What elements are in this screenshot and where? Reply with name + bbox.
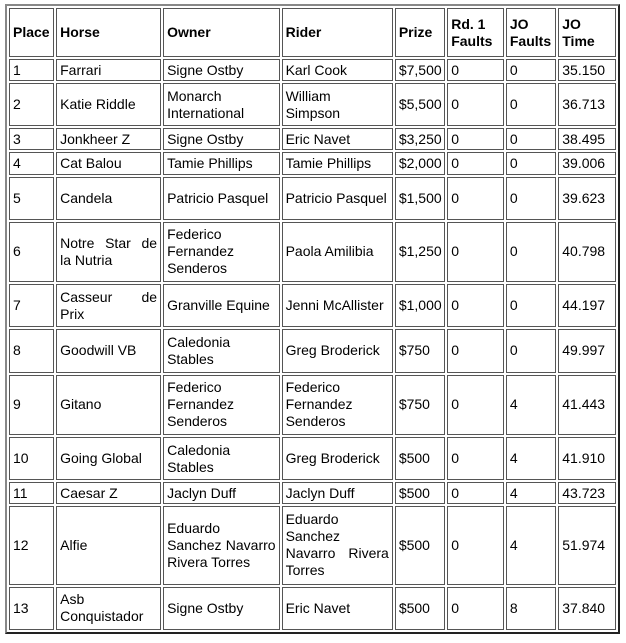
cell-rider: Eduardo Sanchez Navarro Rivera Torres xyxy=(282,506,393,584)
cell-place: 6 xyxy=(9,222,54,282)
cell-horse: Gitano xyxy=(56,375,161,435)
col-header-prize: Prize xyxy=(395,8,445,57)
cell-jo-time: 37.840 xyxy=(558,587,616,630)
cell-place: 1 xyxy=(9,59,54,81)
cell-place: 9 xyxy=(9,375,54,435)
cell-jo-faults: 4 xyxy=(506,506,556,584)
results-table xyxy=(5,4,620,634)
col-header-rider: Rider xyxy=(282,8,393,57)
table-row xyxy=(9,152,616,174)
table-row xyxy=(9,329,616,372)
cell-prize: $750 xyxy=(395,375,445,435)
cell-rider: William Simpson xyxy=(282,83,393,126)
cell-prize: $500 xyxy=(395,482,445,504)
cell-owner: Jaclyn Duff xyxy=(163,482,280,504)
cell-rider: Karl Cook xyxy=(282,59,393,81)
cell-prize: $500 xyxy=(395,506,445,584)
cell-horse: Asb Conquistador xyxy=(56,587,161,630)
table-row xyxy=(9,59,616,81)
cell-place: 3 xyxy=(9,128,54,150)
cell-jo-time: 49.997 xyxy=(558,329,616,372)
cell-jo-faults: 8 xyxy=(506,587,556,630)
cell-jo-time: 39.006 xyxy=(558,152,616,174)
cell-jo-faults: 0 xyxy=(506,284,556,327)
cell-prize: $1,500 xyxy=(395,177,445,220)
cell-owner: Caledonia Stables xyxy=(163,437,280,480)
cell-jo-time: 44.197 xyxy=(558,284,616,327)
cell-jo-time: 35.150 xyxy=(558,59,616,81)
table-row xyxy=(9,506,616,584)
cell-place: 11 xyxy=(9,482,54,504)
cell-rider: Eric Navet xyxy=(282,587,393,630)
cell-place: 7 xyxy=(9,284,54,327)
cell-rider: Jenni McAllister xyxy=(282,284,393,327)
cell-place: 4 xyxy=(9,152,54,174)
table-row xyxy=(9,437,616,480)
cell-jo-faults: 0 xyxy=(506,83,556,126)
cell-rider: Patricio Pasquel xyxy=(282,177,393,220)
cell-owner: Monarch International xyxy=(163,83,280,126)
table-row xyxy=(9,177,616,220)
cell-rd1-faults: 0 xyxy=(447,128,504,150)
cell-horse: Alfie xyxy=(56,506,161,584)
cell-owner: Federico Fernandez Senderos xyxy=(163,222,280,282)
cell-jo-faults: 0 xyxy=(506,128,556,150)
cell-jo-time: 40.798 xyxy=(558,222,616,282)
cell-rider: Greg Broderick xyxy=(282,329,393,372)
cell-rd1-faults: 0 xyxy=(447,152,504,174)
cell-horse: Casseur de Prix xyxy=(56,284,161,327)
cell-owner: Caledonia Stables xyxy=(163,329,280,372)
results-body xyxy=(9,59,616,630)
cell-prize: $3,250 xyxy=(395,128,445,150)
cell-rd1-faults: 0 xyxy=(447,506,504,584)
cell-jo-faults: 0 xyxy=(506,59,556,81)
cell-owner: Signe Ostby xyxy=(163,587,280,630)
cell-owner: Signe Ostby xyxy=(163,128,280,150)
cell-owner: Eduardo Sanchez Navarro Rivera Torres xyxy=(163,506,280,584)
cell-rd1-faults: 0 xyxy=(447,222,504,282)
cell-horse: Katie Riddle xyxy=(56,83,161,126)
cell-jo-faults: 0 xyxy=(506,222,556,282)
cell-jo-time: 43.723 xyxy=(558,482,616,504)
cell-rd1-faults: 0 xyxy=(447,83,504,126)
cell-horse: Caesar Z xyxy=(56,482,161,504)
cell-jo-faults: 0 xyxy=(506,152,556,174)
cell-rd1-faults: 0 xyxy=(447,329,504,372)
col-header-rd1-faults: Rd. 1 Faults xyxy=(447,8,504,57)
cell-horse: Candela xyxy=(56,177,161,220)
cell-jo-time: 41.910 xyxy=(558,437,616,480)
cell-owner: Granville Equine xyxy=(163,284,280,327)
col-header-jo-time: JO Time xyxy=(558,8,616,57)
cell-rider: Tamie Phillips xyxy=(282,152,393,174)
table-row xyxy=(9,128,616,150)
cell-rd1-faults: 0 xyxy=(447,59,504,81)
cell-prize: $5,500 xyxy=(395,83,445,126)
table-row xyxy=(9,83,616,126)
table-row xyxy=(9,284,616,327)
cell-rd1-faults: 0 xyxy=(447,437,504,480)
cell-rd1-faults: 0 xyxy=(447,482,504,504)
cell-rider: Paola Amilibia xyxy=(282,222,393,282)
cell-rd1-faults: 0 xyxy=(447,284,504,327)
col-header-place: Place xyxy=(9,8,54,57)
table-row xyxy=(9,587,616,630)
cell-prize: $500 xyxy=(395,437,445,480)
cell-jo-time: 38.495 xyxy=(558,128,616,150)
cell-prize: $7,500 xyxy=(395,59,445,81)
cell-rider: Eric Navet xyxy=(282,128,393,150)
cell-place: 12 xyxy=(9,506,54,584)
cell-horse: Notre Star de la Nutria xyxy=(56,222,161,282)
cell-place: 13 xyxy=(9,587,54,630)
cell-rd1-faults: 0 xyxy=(447,177,504,220)
cell-jo-time: 51.974 xyxy=(558,506,616,584)
cell-rd1-faults: 0 xyxy=(447,375,504,435)
cell-jo-faults: 0 xyxy=(506,177,556,220)
cell-place: 10 xyxy=(9,437,54,480)
cell-jo-faults: 4 xyxy=(506,482,556,504)
cell-place: 5 xyxy=(9,177,54,220)
cell-owner: Patricio Pasquel xyxy=(163,177,280,220)
cell-place: 2 xyxy=(9,83,54,126)
cell-rd1-faults: 0 xyxy=(447,587,504,630)
cell-jo-faults: 0 xyxy=(506,329,556,372)
cell-rider: Federico Fernandez Senderos xyxy=(282,375,393,435)
cell-horse: Farrari xyxy=(56,59,161,81)
cell-jo-time: 41.443 xyxy=(558,375,616,435)
cell-jo-time: 36.713 xyxy=(558,83,616,126)
cell-prize: $2,000 xyxy=(395,152,445,174)
cell-owner: Federico Fernandez Senderos xyxy=(163,375,280,435)
cell-jo-faults: 4 xyxy=(506,375,556,435)
cell-rider: Greg Broderick xyxy=(282,437,393,480)
header-row xyxy=(9,8,616,57)
table-row xyxy=(9,375,616,435)
table-row xyxy=(9,222,616,282)
cell-prize: $1,250 xyxy=(395,222,445,282)
cell-prize: $750 xyxy=(395,329,445,372)
table-row xyxy=(9,482,616,504)
cell-jo-faults: 4 xyxy=(506,437,556,480)
cell-owner: Tamie Phillips xyxy=(163,152,280,174)
col-header-horse: Horse xyxy=(56,8,161,57)
cell-horse: Cat Balou xyxy=(56,152,161,174)
cell-horse: Going Global xyxy=(56,437,161,480)
cell-horse: Goodwill VB xyxy=(56,329,161,372)
cell-place: 8 xyxy=(9,329,54,372)
cell-prize: $500 xyxy=(395,587,445,630)
col-header-jo-faults: JO Faults xyxy=(506,8,556,57)
cell-prize: $1,000 xyxy=(395,284,445,327)
cell-horse: Jonkheer Z xyxy=(56,128,161,150)
cell-jo-time: 39.623 xyxy=(558,177,616,220)
cell-rider: Jaclyn Duff xyxy=(282,482,393,504)
cell-owner: Signe Ostby xyxy=(163,59,280,81)
col-header-owner: Owner xyxy=(163,8,280,57)
